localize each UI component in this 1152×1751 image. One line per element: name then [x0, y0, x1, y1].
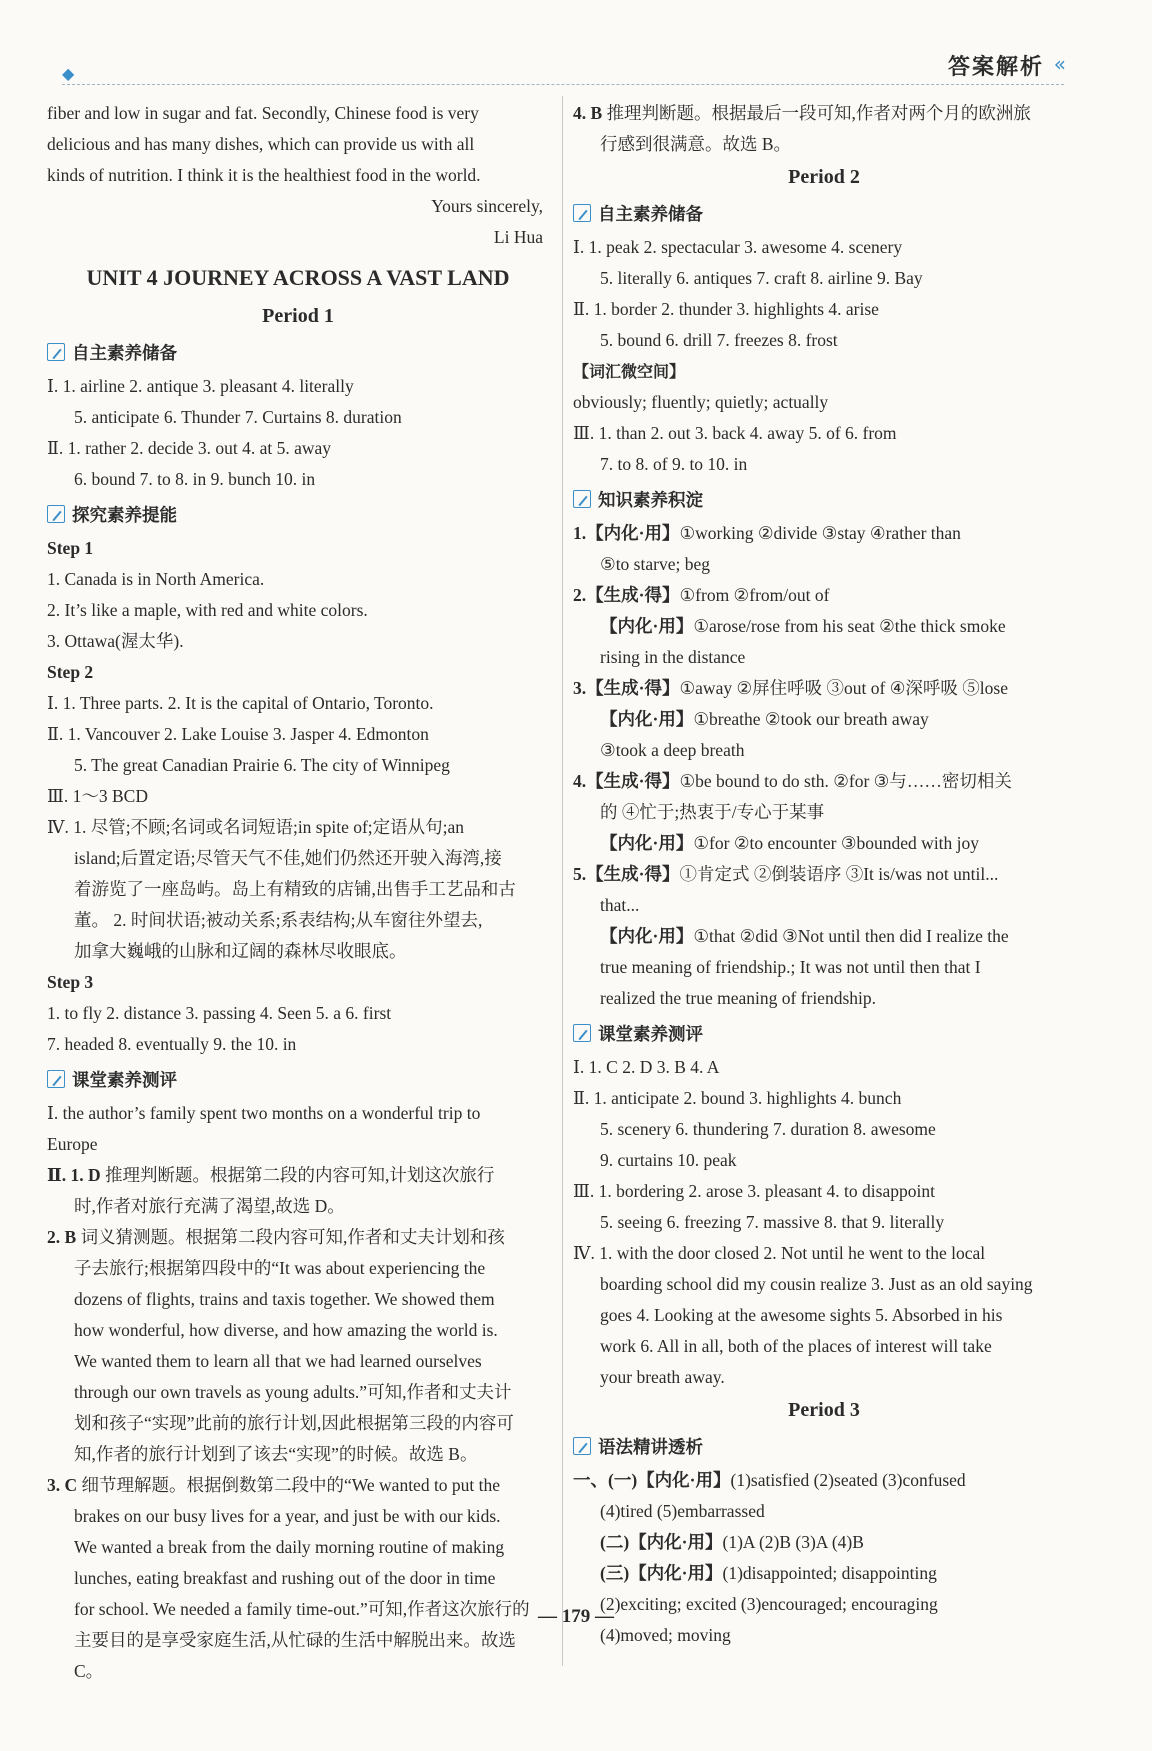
- text-line: [573, 611, 1075, 642]
- text-line: Yours sincerely,: [431, 196, 543, 216]
- text-line: delicious and has many dishes, which can provide us with all: [47, 134, 475, 154]
- header-diamond-icon: ◆: [62, 66, 75, 83]
- text-line: Ⅱ. 1. anticipate 2. bound 3. highlights 4. bunch: [573, 1088, 902, 1108]
- pencil-icon: [573, 1024, 591, 1042]
- text-line: boarding school did my cousin realize 3. Just as an old saying: [600, 1274, 1033, 1294]
- answer-number: 一、(一)【内化·用】: [573, 1470, 731, 1490]
- answer-text: ①from ②from/out of: [679, 585, 830, 605]
- section-heading-label: 探究素养提能: [72, 505, 177, 526]
- text-line: lunches, eating breakfast and rushing out of the door in time: [74, 1568, 496, 1588]
- period-heading: Period 2: [788, 166, 860, 188]
- text-line: 划和孩子“实现”此前的旅行计划,因此根据第三段的内容可: [74, 1413, 514, 1433]
- unit-heading: UNIT 4 JOURNEY ACROSS A VAST LAND: [86, 265, 510, 290]
- answer-number: Ⅱ. 1. D: [47, 1165, 101, 1185]
- text-line: 子去旅行;根据第四段中的“It was about experiencing the: [74, 1258, 486, 1278]
- section-heading-label: 知识素养积淀: [598, 490, 703, 511]
- text-line: obviously; fluently; quietly; actually: [573, 392, 829, 412]
- answer-text: ①for ②to encounter ③bounded with joy: [693, 833, 980, 853]
- answer-number: 4.【生成·得】: [573, 771, 680, 791]
- text-line: [573, 518, 1075, 549]
- section-heading: [47, 335, 549, 369]
- text-line: your breath away.: [600, 1367, 725, 1387]
- text-line: [47, 1222, 549, 1253]
- text-line: 的 ④忙于;热衷于/专心于某事: [600, 802, 825, 822]
- text-line: rising in the distance: [600, 647, 746, 667]
- text-line: Ⅳ. 1. 尽管;不顾;名词或名词短语;in spite of;定语从句;an: [47, 817, 465, 837]
- text-line: 5. anticipate 6. Thunder 7. Curtains 8. duration: [74, 407, 402, 427]
- answer-number: 2. B: [47, 1227, 77, 1247]
- text-line: 5. literally 6. antiques 7. craft 8. airline 9. Bay: [600, 268, 923, 288]
- text-line: for school. We needed a family time-out.”可知,作者这次旅行的: [74, 1599, 530, 1619]
- text-line: Ⅰ. the author’s family spent two months on a wonderful trip to: [47, 1103, 481, 1123]
- text-line: 6. bound 7. to 8. in 9. bunch 10. in: [74, 469, 316, 489]
- section-heading: [47, 1062, 549, 1096]
- text-line: how wonderful, how diverse, and how amazing the world is.: [74, 1320, 498, 1340]
- text-line: [573, 766, 1075, 797]
- answer-text: ①肯定式 ②倒装语序 ③It is/was not until...: [679, 864, 999, 884]
- step-heading: Step 3: [47, 972, 94, 992]
- section-heading-label: 课堂素养测评: [598, 1024, 703, 1045]
- text-line: realized the true meaning of friendship.: [600, 988, 877, 1008]
- section-heading: [573, 196, 1075, 230]
- text-line: (4)tired (5)embarrassed: [600, 1501, 765, 1521]
- answer-number: 【内化·用】: [600, 616, 694, 636]
- answer-text: (1)disappointed; disappointing: [722, 1563, 937, 1583]
- text-line: Ⅲ. 1～3 BCD: [47, 786, 148, 806]
- text-line: 3. Ottawa(渥太华).: [47, 631, 184, 651]
- text-line: 加拿大巍峨的山脉和辽阔的森林尽收眼底。: [74, 941, 407, 961]
- text-line: fiber and low in sugar and fat. Secondly, Chinese food is very: [47, 103, 479, 123]
- text-line: [47, 1160, 549, 1191]
- step-heading: Step 1: [47, 538, 94, 558]
- text-line: [573, 1558, 1075, 1589]
- header-title: 答案解析: [947, 55, 1044, 80]
- text-line: Europe: [47, 1134, 98, 1154]
- answer-text: ①arose/rose from his seat ②the thick smoke: [693, 616, 1006, 636]
- text-line: 主要目的是享受家庭生活,从忙碌的生活中解脱出来。故选 C。: [74, 1630, 516, 1681]
- text-line: Ⅱ. 1. Vancouver 2. Lake Louise 3. Jasper 4. Edmonton: [47, 724, 429, 744]
- section-heading: [573, 1016, 1075, 1050]
- text-line: [573, 580, 1075, 611]
- text-line: island;后置定语;尽管天气不佳,她们仍然还开驶入海湾,接: [74, 848, 502, 868]
- text-line: ⑤to starve; beg: [600, 554, 710, 574]
- text-line: 5. scenery 6. thundering 7. duration 8. awesome: [600, 1119, 936, 1139]
- text-line: 时,作者对旅行充满了渴望,故选 D。: [74, 1196, 345, 1216]
- text-line: through our own travels as young adults.”可知,作者和丈夫计: [74, 1382, 512, 1402]
- pencil-icon: [573, 1437, 591, 1455]
- text-line: Ⅱ. 1. rather 2. decide 3. out 4. at 5. away: [47, 438, 332, 458]
- pencil-icon: [47, 1070, 65, 1088]
- answer-number: (三)【内化·用】: [600, 1563, 723, 1583]
- answer-text: 细节理解题。根据倒数第二段中的“We wanted to put the: [77, 1475, 501, 1495]
- left-column: [47, 98, 549, 1687]
- period-heading: Period 3: [788, 1399, 860, 1421]
- text-line: 1. to fly 2. distance 3. passing 4. Seen 5. a 6. first: [47, 1003, 392, 1023]
- section-heading: [573, 1429, 1075, 1463]
- answer-number: 3.【生成·得】: [573, 678, 680, 698]
- text-line: Ⅰ. 1. airline 2. antique 3. pleasant 4. literally: [47, 376, 354, 396]
- answer-number: 【内化·用】: [600, 709, 694, 729]
- right-column: [573, 98, 1075, 1651]
- period-heading: Period 1: [262, 305, 334, 327]
- text-line: Ⅰ. 1. Three parts. 2. It is the capital of Ontario, Toronto.: [47, 693, 434, 713]
- text-line: ③took a deep breath: [600, 740, 745, 760]
- text-line: 【词汇微空间】: [573, 362, 686, 381]
- text-line: Ⅰ. 1. C 2. D 3. B 4. A: [573, 1057, 720, 1077]
- header-chevron-icon: «: [1053, 52, 1066, 76]
- text-line: Ⅰ. 1. peak 2. spectacular 3. awesome 4. scenery: [573, 237, 903, 257]
- answer-number: 4. B: [573, 103, 603, 123]
- answer-number: 【内化·用】: [600, 926, 694, 946]
- text-line: We wanted them to learn all that we had learned ourselves: [74, 1351, 482, 1371]
- text-line: 2. It’s like a maple, with red and white colors.: [47, 600, 368, 620]
- text-line: 5. seeing 6. freezing 7. massive 8. that 9. literally: [600, 1212, 945, 1232]
- text-line: 7. headed 8. eventually 9. the 10. in: [47, 1034, 297, 1054]
- text-line: goes 4. Looking at the awesome sights 5. Absorbed in his: [600, 1305, 1003, 1325]
- text-line: [573, 921, 1075, 952]
- text-line: 5. bound 6. drill 7. freezes 8. frost: [600, 330, 838, 350]
- text-line: Ⅱ. 1. border 2. thunder 3. highlights 4. arise: [573, 299, 879, 319]
- answer-number: 5.【生成·得】: [573, 864, 680, 884]
- answer-text: (1)satisfied (2)seated (3)confused: [730, 1470, 966, 1490]
- text-line: true meaning of friendship.; It was not until then that I: [600, 957, 981, 977]
- answer-text: (1)A (2)B (3)A (4)B: [722, 1532, 864, 1552]
- text-line: Ⅲ. 1. bordering 2. arose 3. pleasant 4. to disappoint: [573, 1181, 935, 1201]
- text-line: [573, 1465, 1075, 1496]
- text-line: 着游览了一座岛屿。岛上有精致的店铺,出售手工艺品和古: [74, 879, 516, 899]
- section-heading-label: 自主素养储备: [72, 343, 177, 364]
- text-line: 7. to 8. of 9. to 10. in: [600, 454, 748, 474]
- section-heading: [47, 497, 549, 531]
- text-line: dozens of flights, trains and taxis together. We showed them: [74, 1289, 495, 1309]
- text-line: 知,作者的旅行计划到了该去“实现”的时候。故选 B。: [74, 1444, 478, 1464]
- text-line: [573, 828, 1075, 859]
- section-heading-label: 语法精讲透析: [598, 1437, 703, 1458]
- pencil-icon: [47, 505, 65, 523]
- answer-number: (二)【内化·用】: [600, 1532, 723, 1552]
- answer-number: 1.【内化·用】: [573, 523, 680, 543]
- answer-text: ①away ②屏住呼吸 ③out of ④深呼吸 ⑤lose: [679, 678, 1008, 698]
- text-line: [573, 704, 1075, 735]
- text-line: 9. curtains 10. peak: [600, 1150, 737, 1170]
- text-line: [573, 1527, 1075, 1558]
- text-line: Ⅲ. 1. than 2. out 3. back 4. away 5. of 6. from: [573, 423, 897, 443]
- text-line: 董。 2. 时间状语;被动关系;系表结构;从车窗往外望去,: [74, 910, 483, 930]
- text-line: [573, 673, 1075, 704]
- text-line: [573, 98, 1075, 129]
- text-line: [47, 1470, 549, 1501]
- answer-text: ①breathe ②took our breath away: [693, 709, 929, 729]
- pencil-icon: [573, 490, 591, 508]
- text-line: that...: [600, 895, 640, 915]
- answer-number: 【内化·用】: [600, 833, 694, 853]
- answer-text: 词义猜测题。根据第二段内容可知,作者和丈夫计划和孩: [76, 1227, 505, 1247]
- answer-number: 2.【生成·得】: [573, 585, 680, 605]
- pencil-icon: [573, 204, 591, 222]
- step-heading: Step 2: [47, 662, 94, 682]
- answer-text: 推理判断题。根据最后一段可知,作者对两个月的欧洲旅: [602, 103, 1031, 123]
- section-heading: [573, 482, 1075, 516]
- text-line: kinds of nutrition. I think it is the healthiest food in the world.: [47, 165, 481, 185]
- text-line: Li Hua: [493, 227, 543, 247]
- text-line: (4)moved; moving: [600, 1625, 731, 1645]
- text-line: 5. The great Canadian Prairie 6. The city of Winnipeg: [74, 755, 450, 775]
- page-number: — 179 —: [538, 1606, 614, 1627]
- header-rule: [62, 84, 1064, 85]
- text-line: [573, 859, 1075, 890]
- column-divider: [562, 96, 563, 1666]
- answer-text: 推理判断题。根据第二段的内容可知,计划这次旅行: [100, 1165, 495, 1185]
- text-line: brakes on our busy lives for a year, and just be with our kids.: [74, 1506, 501, 1526]
- pencil-icon: [47, 343, 65, 361]
- text-line: (2)exciting; excited (3)encouraged; encouraging: [600, 1594, 938, 1614]
- answer-text: ①be bound to do sth. ②for ③与……密切相关: [679, 771, 1012, 791]
- text-line: Ⅳ. 1. with the door closed 2. Not until he went to the local: [573, 1243, 986, 1263]
- section-heading-label: 自主素养储备: [598, 204, 703, 225]
- text-line: work 6. All in all, both of the places of interest will take: [600, 1336, 992, 1356]
- answer-text: ①that ②did ③Not until then did I realize the: [693, 926, 1009, 946]
- text-line: 1. Canada is in North America.: [47, 569, 265, 589]
- text-line: 行感到很满意。故选 B。: [600, 134, 792, 154]
- answer-number: 3. C: [47, 1475, 78, 1495]
- section-heading-label: 课堂素养测评: [72, 1070, 177, 1091]
- text-line: We wanted a break from the daily morning routine of making: [74, 1537, 505, 1557]
- answer-text: ①working ②divide ③stay ④rather than: [679, 523, 961, 543]
